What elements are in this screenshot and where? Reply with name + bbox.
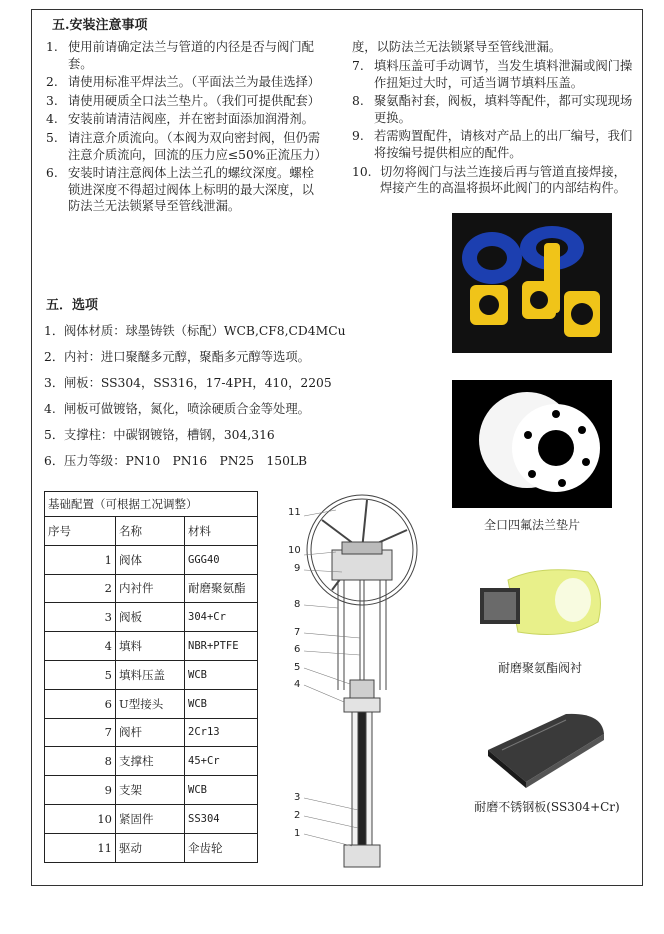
install-list-right [352, 58, 634, 199]
gasket-caption: 全口四氟法兰垫片 [483, 518, 580, 532]
diagram-label: 6 [294, 644, 301, 655]
list-item: 2. 请使用标准平焊法兰。（平面法兰为最佳选择） [46, 75, 321, 90]
table-row: 1 阀体 GGG40 [45, 545, 258, 574]
plate-caption: 耐磨不锈钢板(SS304+Cr) [474, 800, 620, 814]
diagram-label: 8 [294, 599, 301, 610]
option-item: 5．支撑柱：中碳钢镀铬，槽钢，304,316 [44, 428, 275, 442]
diagram-label: 3 [294, 792, 301, 803]
bom-caption: 基础配置（可根据工况调整） [45, 492, 258, 517]
list-item: 9. 若需购置配件，请核对产品上的出厂编号，我们将按编号提供相应的配件。 [352, 129, 633, 160]
table-row: 3 阀板 304+Cr [45, 603, 258, 632]
table-row: 7 阀杆 2Cr13 [45, 718, 258, 747]
liner-photo [478, 560, 606, 650]
option-item: 2．内衬：进口聚醚多元醇，聚酯多元醇等选项。 [44, 350, 310, 364]
spare-parts-photo [452, 213, 612, 353]
list-item: 6. 安装时请注意阀体上法兰孔的螺纹深度。螺栓锁进深度不得超过阀体上标明的最大深度，以防法兰无法锁紧导至管线泄漏。 [46, 166, 314, 214]
list-item: 3. 请使用硬质全口法兰垫片。（我们可提供配套） [46, 93, 321, 108]
liner-caption: 耐磨聚氨酯阀衬 [497, 661, 582, 675]
table-row: 5 填料压盖 WCB [45, 660, 258, 689]
valve-diagram [272, 480, 402, 870]
table-row: 9 支架 WCB [45, 776, 258, 805]
table-row: 10 紧固件 SS304 [45, 804, 258, 833]
list-item: 7. 填料压盖可手动调节，当发生填料泄漏或阀门操作扭矩过大时，可适当调节填料压盖。 [352, 59, 633, 90]
option-item: 4. 闸板可做镀铬，氮化，喷涂硬质合金等处理。 [44, 402, 310, 416]
diagram-label: 4 [294, 679, 301, 690]
diagram-label: 11 [288, 507, 301, 518]
list-item: 5. 请注意介质流向。（本阀为双向密封阀，但仍需注意介质流向，回流的压力应≤50%正流压力） [46, 130, 327, 162]
options-title: 五．选项 [46, 298, 99, 313]
bom-header-row: 序号 名称 材料 [45, 517, 258, 546]
table-row: 4 填料 NBR+PTFE [45, 632, 258, 661]
install-list-left [46, 39, 327, 214]
option-item: 6．压力等级：PN10 PN16 PN25 150LB [44, 454, 308, 468]
diagram-label: 9 [294, 563, 301, 574]
list-item: 1. 使用前请确定法兰与管道的内径是否与阀门配套。 [46, 40, 314, 71]
ptfe-gasket-photo [452, 380, 612, 508]
list-item: 8. 聚氨酯衬套，阀板，填料等配件，都可实现现场更换。 [352, 94, 633, 125]
bom-table [44, 491, 258, 863]
install-title: 五.安装注意事项 [52, 18, 148, 33]
diagram-label: 2 [294, 810, 301, 821]
diagram-label: 1 [294, 828, 301, 839]
list-item: 4. 安装前请清洁阀座，并在密封面添加润滑剂。 [46, 112, 314, 127]
plate-photo [482, 710, 608, 790]
table-row: 11 驱动 伞齿轮 [45, 833, 258, 862]
diagram-label: 7 [294, 627, 301, 638]
list-item: 10. 切勿将阀门与法兰连接后再与管道直接焊接，焊接产生的高温将损坏此阀门的内部结构件。 [352, 164, 626, 196]
table-row: 8 支撑柱 45+Cr [45, 747, 258, 776]
option-item: 1．阀体材质：球墨铸铁（标配）WCB,CF8,CD4MCu [44, 324, 346, 338]
diagram-label: 5 [294, 662, 301, 673]
diagram-label: 10 [288, 545, 301, 556]
install-item6-continued: 度，以防法兰无法锁紧导至管线泄漏。 [352, 40, 562, 54]
table-row: 2 内衬件 耐磨聚氨酯 [45, 574, 258, 603]
option-item: 3．闸板：SS304，SS316，17-4PH，410，2205 [44, 376, 332, 390]
table-row: 6 U型接头 WCB [45, 689, 258, 718]
